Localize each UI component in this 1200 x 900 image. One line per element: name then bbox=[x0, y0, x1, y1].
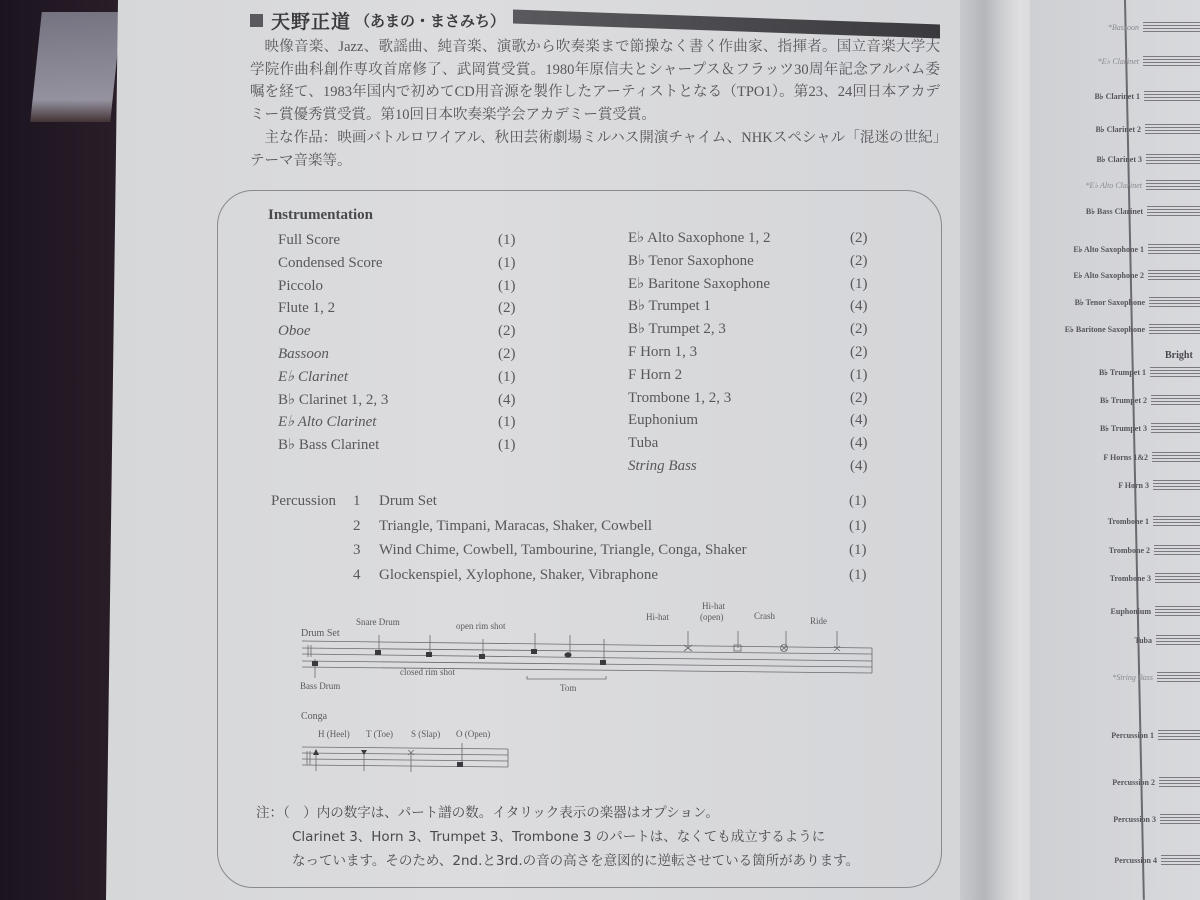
instrument-name: Bassoon bbox=[278, 345, 329, 362]
part-count: (2) bbox=[498, 323, 516, 340]
part-count: (1) bbox=[498, 414, 516, 431]
score-staff bbox=[1149, 324, 1200, 336]
part-count: (1) bbox=[849, 517, 867, 534]
part-count: (2) bbox=[850, 230, 868, 246]
score-staff-label: F Horn 3 bbox=[1118, 481, 1149, 490]
percussion-items: Glockenspiel, Xylophone, Shaker, Vibraphone bbox=[379, 566, 658, 583]
instrument-name: Piccolo bbox=[278, 277, 323, 294]
score-staff bbox=[1143, 22, 1200, 34]
score-staff-label: *String Bass bbox=[1112, 673, 1153, 682]
part-count: (4) bbox=[850, 298, 868, 315]
ride-label: Ride bbox=[810, 616, 827, 626]
tempo-mark: Bright bbox=[1165, 350, 1193, 361]
instrument-name: Flute 1, 2 bbox=[278, 300, 336, 317]
score-staff bbox=[1146, 154, 1200, 166]
bio-paragraph-2: 主な作品：映画バトルロワイアル、秋田芸術劇場ミルハス開演チャイム、NHKスペシャル「混迷の世紀」テーマ音楽等。 bbox=[250, 129, 940, 169]
bio-text bbox=[250, 36, 940, 172]
score-staff bbox=[1150, 367, 1200, 379]
part-count: (1) bbox=[849, 493, 867, 509]
footnote-line-3: なっています。そのため、2nd.と3rd.の音の高さを意図的に逆転させている箇所があります。 bbox=[292, 853, 860, 869]
instrument-name: B♭ Tenor Saxophone bbox=[628, 252, 754, 269]
score-staff-label: *E♭ Alto Clarinet bbox=[1085, 181, 1142, 190]
instrument-row bbox=[628, 409, 888, 432]
conga-staff bbox=[300, 739, 512, 779]
score-staff-label: Percussion 2 bbox=[1112, 778, 1155, 787]
part-count: (2) bbox=[498, 345, 516, 362]
score-staff bbox=[1148, 270, 1200, 282]
score-staff bbox=[1147, 206, 1200, 218]
conga-toe-label: T (Toe) bbox=[366, 729, 393, 739]
score-staff-label: Tuba bbox=[1134, 636, 1152, 645]
score-staff bbox=[1149, 297, 1200, 309]
hihat-label: Hi-hat bbox=[646, 612, 669, 622]
snare-label: Snare Drum bbox=[356, 617, 400, 627]
instrument-row bbox=[628, 364, 888, 387]
part-count: (1) bbox=[498, 368, 516, 385]
part-count: (1) bbox=[498, 254, 516, 271]
score-staff-label: B♭ Clarinet 3 bbox=[1096, 155, 1142, 164]
score-staff-label: B♭ Tenor Saxophone bbox=[1074, 298, 1145, 307]
instrument-name: Condensed Score bbox=[278, 254, 383, 271]
score-staff bbox=[1155, 573, 1200, 585]
instrumentation-box bbox=[217, 190, 942, 888]
score-staff bbox=[1144, 91, 1200, 103]
instrument-name: B♭ Bass Clarinet bbox=[278, 437, 380, 454]
score-staff-label: Percussion 4 bbox=[1114, 856, 1157, 865]
instrument-row bbox=[278, 229, 538, 252]
instrument-row bbox=[278, 275, 538, 298]
score-staff bbox=[1153, 480, 1200, 492]
score-staff bbox=[1159, 777, 1200, 789]
part-count: (4) bbox=[498, 391, 516, 408]
instrument-name: B♭ Trumpet 1 bbox=[628, 298, 711, 315]
drumset-staff bbox=[300, 631, 880, 691]
part-count: (1) bbox=[850, 275, 868, 292]
instrument-row-optional bbox=[278, 366, 538, 389]
instrument-row bbox=[628, 341, 888, 364]
score-staff-label: Trombone 1 bbox=[1107, 517, 1149, 526]
score-staff-label: B♭ Clarinet 2 bbox=[1095, 125, 1141, 134]
score-staff bbox=[1153, 516, 1200, 528]
instrument-row bbox=[278, 434, 538, 457]
score-staff-label: Trombone 3 bbox=[1109, 574, 1151, 583]
score-staff bbox=[1152, 452, 1200, 464]
instrument-row bbox=[278, 389, 538, 412]
instrument-name: E♭ Baritone Saxophone bbox=[628, 275, 771, 292]
score-staff-label: B♭ Bass Clarinet bbox=[1085, 207, 1143, 216]
header-bar bbox=[513, 10, 940, 39]
percussion-items: Wind Chime, Cowbell, Tambourine, Triangle, Conga, Shaker bbox=[379, 542, 747, 558]
instrument-name: F Horn 1, 3 bbox=[628, 343, 698, 360]
instrument-name: Full Score bbox=[278, 232, 341, 248]
score-staff-label: Percussion 3 bbox=[1113, 815, 1156, 824]
part-count: (1) bbox=[498, 437, 516, 454]
percussion-number: 1 bbox=[353, 493, 361, 509]
part-count: (1) bbox=[849, 566, 867, 583]
part-count: (4) bbox=[850, 435, 868, 452]
percussion-number: 2 bbox=[353, 517, 361, 534]
instrument-row bbox=[628, 318, 888, 341]
instrument-row-optional bbox=[278, 320, 538, 343]
score-staff-label: Trombone 2 bbox=[1108, 546, 1150, 555]
instrument-name: Tuba bbox=[628, 435, 659, 452]
score-staff bbox=[1154, 545, 1200, 557]
part-count: (1) bbox=[498, 232, 516, 248]
closed-rim-label: closed rim shot bbox=[400, 667, 455, 677]
part-count: (1) bbox=[850, 366, 868, 383]
percussion-row bbox=[271, 514, 891, 539]
score-staff bbox=[1151, 423, 1200, 435]
part-count: (4) bbox=[850, 412, 868, 429]
instrument-name: E♭ Alto Clarinet bbox=[278, 414, 377, 431]
square-bullet-icon bbox=[250, 14, 263, 27]
score-staff bbox=[1151, 395, 1200, 407]
background-object bbox=[30, 12, 122, 122]
score-staff bbox=[1146, 180, 1200, 192]
instrument-name: E♭ Clarinet bbox=[278, 368, 348, 385]
percussion-number: 3 bbox=[353, 542, 361, 558]
hihat-open-label-2: (open) bbox=[700, 612, 724, 622]
score-staff bbox=[1161, 855, 1200, 867]
instrument-list-left bbox=[278, 229, 538, 457]
percussion-list bbox=[271, 489, 891, 587]
percussion-row bbox=[271, 489, 891, 514]
score-staff bbox=[1143, 56, 1200, 68]
score-staff-label: E♭ Baritone Saxophone bbox=[1064, 325, 1145, 334]
part-count: (2) bbox=[850, 343, 868, 360]
score-staff-label: B♭ Trumpet 1 bbox=[1098, 368, 1146, 377]
score-staff-label: B♭ Trumpet 3 bbox=[1099, 424, 1147, 433]
score-staff-label: *Bassoon bbox=[1107, 23, 1139, 32]
score-staff-label: B♭ Trumpet 2 bbox=[1099, 396, 1147, 405]
score-staff bbox=[1160, 814, 1200, 826]
crash-label: Crash bbox=[754, 611, 775, 621]
part-count: (1) bbox=[498, 277, 516, 294]
score-staff-label: E♭ Alto Saxophone 1 bbox=[1073, 245, 1144, 254]
instrument-row bbox=[628, 432, 888, 455]
instrument-row-optional bbox=[628, 455, 888, 478]
part-count: (2) bbox=[498, 300, 516, 317]
part-count: (2) bbox=[850, 321, 868, 338]
bass-drum-label: Bass Drum bbox=[300, 681, 341, 691]
score-staff bbox=[1148, 244, 1200, 256]
part-count: (4) bbox=[850, 457, 868, 474]
percussion-number: 4 bbox=[353, 566, 361, 583]
part-count: (2) bbox=[850, 252, 868, 269]
instrument-name: B♭ Clarinet 1, 2, 3 bbox=[278, 391, 389, 408]
page-gutter bbox=[960, 0, 1040, 900]
score-staff-label: E♭ Alto Saxophone 2 bbox=[1073, 271, 1144, 280]
instrument-row bbox=[628, 273, 888, 296]
score-staff bbox=[1158, 730, 1200, 742]
part-count: (1) bbox=[849, 542, 867, 558]
percussion-row bbox=[271, 563, 891, 588]
instrumentation-title: Instrumentation bbox=[268, 207, 374, 223]
open-rim-label: open rim shot bbox=[456, 621, 506, 631]
score-staff-label: Percussion 1 bbox=[1111, 731, 1154, 740]
instrument-row bbox=[278, 297, 538, 320]
conga-key-title: Conga bbox=[301, 711, 328, 722]
instrument-row bbox=[278, 252, 538, 275]
instrument-name: String Bass bbox=[628, 457, 697, 474]
composer-bio bbox=[250, 6, 940, 172]
composer-reading: （あまの・まさみち） bbox=[355, 13, 506, 30]
score-staff bbox=[1157, 672, 1200, 684]
instrument-row bbox=[628, 295, 888, 318]
percussion-items: Drum Set bbox=[379, 493, 437, 509]
instrument-name: B♭ Trumpet 2, 3 bbox=[628, 321, 726, 338]
instrument-name: E♭ Alto Saxophone 1, 2 bbox=[628, 230, 771, 246]
score-staff-label: B♭ Clarinet 1 bbox=[1094, 92, 1140, 101]
percussion-label: Percussion bbox=[271, 493, 336, 509]
instrument-row-optional bbox=[278, 411, 538, 434]
score-staff bbox=[1156, 635, 1200, 647]
instrument-row-optional bbox=[278, 343, 538, 366]
score-staff-label: Euphonium bbox=[1110, 607, 1151, 616]
bio-paragraph-1: 映像音楽、Jazz、歌謡曲、純音楽、演歌から吹奏楽まで節操なく書く作曲家、指揮者。国立音楽大学大学院作曲科創作専攻首席修了、武岡賞受賞。1980年原信夫とシャープス＆フラッツ30周年記念アルバム委嘱を経て、1983年国内で初めてCD用音源を製作したアーティストとなる（TPO1）。第23、24回日本アカデミー賞優秀賞受賞。第10回日本吹奏楽学会アカデミー賞受賞。 bbox=[250, 39, 940, 124]
instrument-name: Euphonium bbox=[628, 412, 698, 429]
score-staff-label: *E♭ Clarinet bbox=[1097, 57, 1139, 66]
score-staff bbox=[1145, 124, 1200, 136]
instrument-name: Trombone 1, 2, 3 bbox=[628, 389, 732, 406]
conga-open-label: O (Open) bbox=[456, 729, 491, 739]
hihat-open-label: Hi-hat bbox=[702, 601, 725, 611]
footnote-line-1: 注：（ ）内の数字は、パート譜の数。イタリック表示の楽器はオプション。 bbox=[256, 805, 719, 821]
conga-slap-label: S (Slap) bbox=[411, 729, 441, 739]
dark-background bbox=[0, 0, 120, 900]
footnote-line-2: Clarinet 3、Horn 3、Trumpet 3、Trombone 3 のパートは、なくても成立するように bbox=[292, 829, 826, 845]
instrument-row bbox=[628, 387, 888, 410]
percussion-row bbox=[271, 538, 891, 563]
score-staff-label: F Horns 1&2 bbox=[1103, 453, 1148, 462]
instrument-name: F Horn 2 bbox=[628, 366, 683, 383]
drumset-key-title: Drum Set bbox=[301, 628, 340, 639]
score-staff bbox=[1155, 606, 1200, 618]
instrument-name: Oboe bbox=[278, 323, 311, 340]
part-count: (2) bbox=[850, 389, 868, 406]
conga-heel-label: H (Heel) bbox=[318, 729, 350, 739]
instrument-row bbox=[628, 227, 888, 250]
instrument-list-right bbox=[628, 227, 888, 478]
bio-header bbox=[250, 6, 940, 34]
footnote bbox=[256, 801, 936, 873]
percussion-items: Triangle, Timpani, Maracas, Shaker, Cowbell bbox=[379, 517, 652, 534]
tom-label: Tom bbox=[560, 683, 577, 693]
composer-name: 天野正道 bbox=[271, 11, 352, 33]
instrument-row bbox=[628, 250, 888, 273]
